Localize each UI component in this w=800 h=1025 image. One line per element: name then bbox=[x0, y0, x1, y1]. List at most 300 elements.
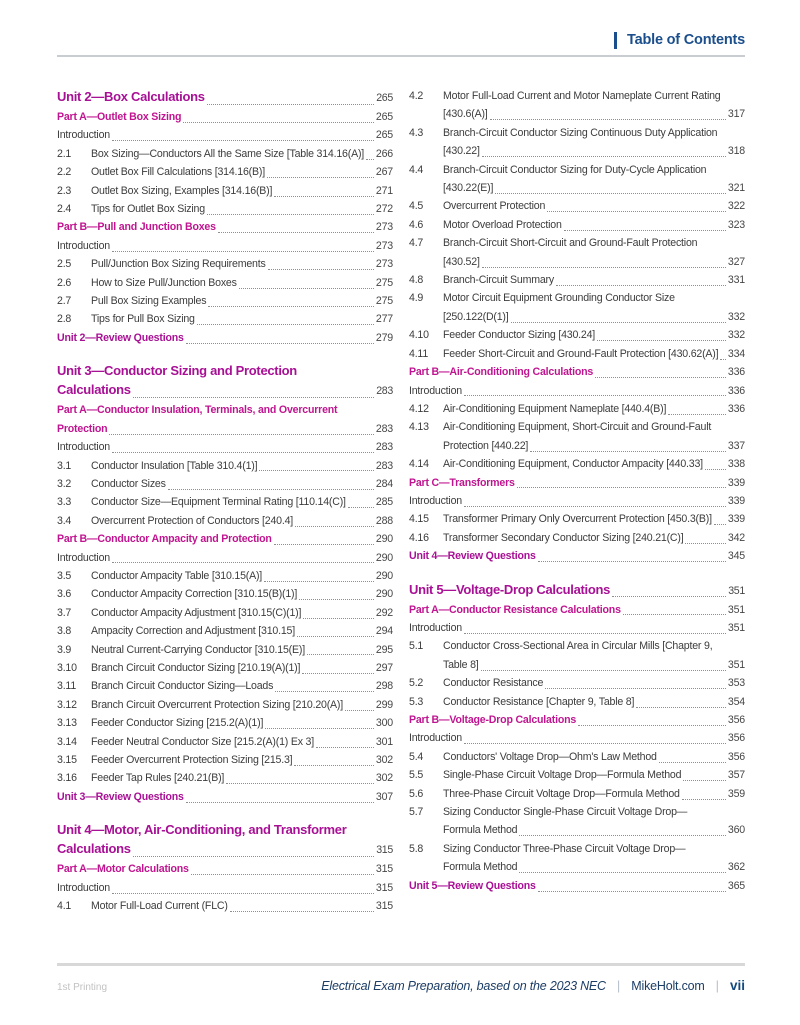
entry-text: Pull/Junction Box Sizing Requirements bbox=[91, 258, 266, 271]
page-number: 351 bbox=[727, 658, 745, 671]
toc-entry-4.11 bbox=[409, 345, 745, 363]
toc-line bbox=[57, 145, 393, 163]
page-number: 339 bbox=[727, 494, 745, 507]
footer-divider bbox=[57, 963, 745, 966]
entry-text: Unit 5—Review Questions bbox=[409, 879, 536, 892]
toc-line bbox=[409, 400, 745, 418]
entry-text: Table 8] bbox=[443, 658, 479, 671]
toc-line bbox=[57, 218, 393, 236]
toc-entry-intro bbox=[57, 549, 393, 567]
toc-entry-3.4 bbox=[57, 512, 393, 530]
footer-right-group bbox=[321, 978, 745, 993]
entry-text: [250.122(D(1)] bbox=[443, 310, 509, 323]
entry-text: Introduction bbox=[57, 129, 110, 142]
entry-text: Transformer Secondary Conductor Sizing [240.21(C)] bbox=[443, 531, 684, 544]
toc-entry-review bbox=[409, 547, 745, 565]
entry-number: 5.6 bbox=[409, 787, 424, 800]
dot-leader bbox=[275, 691, 374, 692]
entry-text: Feeder Overcurrent Protection Sizing [215.3] bbox=[91, 754, 293, 766]
toc-line bbox=[57, 163, 393, 181]
dot-leader bbox=[186, 343, 374, 344]
toc-line bbox=[409, 748, 745, 766]
entry-number: 2.1 bbox=[57, 147, 72, 160]
toc-line bbox=[409, 492, 745, 510]
entry-number: 4.5 bbox=[409, 200, 424, 213]
dot-leader bbox=[207, 104, 375, 105]
dot-leader bbox=[519, 835, 726, 836]
dot-leader bbox=[490, 119, 726, 120]
page-number: 267 bbox=[375, 166, 393, 179]
page-number: 345 bbox=[727, 550, 745, 563]
entry-number: 3.12 bbox=[57, 698, 77, 711]
page-number: 356 bbox=[727, 750, 745, 763]
toc-entry-3.6 bbox=[57, 585, 393, 603]
toc-columns bbox=[57, 87, 745, 915]
toc-entry-5.2 bbox=[409, 674, 745, 692]
entry-text: [430.6(A)] bbox=[443, 108, 488, 121]
entry-number: 5.5 bbox=[409, 769, 424, 782]
entry-text: Conductor Cross-Sectional Area in Circular Mills [Chapter 9, bbox=[443, 640, 713, 653]
toc-line bbox=[57, 255, 393, 273]
toc-line bbox=[57, 530, 393, 548]
page-number: 356 bbox=[727, 732, 745, 745]
toc-entry-intro bbox=[409, 729, 745, 747]
footer-separator: | bbox=[715, 978, 719, 993]
dot-leader bbox=[168, 489, 374, 490]
dot-leader bbox=[239, 288, 374, 289]
toc-entry-4.5 bbox=[409, 197, 745, 215]
toc-line bbox=[57, 457, 393, 475]
toc-entry-part bbox=[57, 108, 393, 126]
entry-text: Part B—Voltage-Drop Calculations bbox=[409, 714, 577, 726]
entry-text: Part A—Outlet Box Sizing bbox=[57, 111, 182, 123]
toc-line bbox=[409, 840, 745, 858]
page-number: 336 bbox=[727, 384, 745, 397]
entry-number: 3.5 bbox=[57, 569, 72, 582]
entry-text: Part C—Transformers bbox=[409, 476, 515, 489]
toc-line bbox=[57, 274, 393, 292]
entry-number: 3.6 bbox=[57, 588, 72, 601]
entry-text: Three-Phase Circuit Voltage Drop—Formula Method bbox=[443, 787, 680, 800]
dot-leader bbox=[183, 122, 374, 123]
page-number: 357 bbox=[727, 769, 745, 782]
dot-leader bbox=[481, 670, 726, 671]
entry-number: 5.8 bbox=[409, 842, 424, 855]
entry-number: 4.11 bbox=[409, 347, 429, 360]
entry-text: Part A—Conductor Insulation, Terminals, and Overcurrent bbox=[57, 404, 338, 417]
page-number: 302 bbox=[375, 772, 393, 785]
toc-entry-part bbox=[409, 363, 745, 381]
toc-line bbox=[57, 659, 393, 677]
toc-entry-3.16 bbox=[57, 769, 393, 787]
entry-text: Unit 4—Motor, Air-Conditioning, and Transformer bbox=[57, 822, 347, 838]
entry-number: 4.1 bbox=[57, 900, 72, 913]
toc-line bbox=[409, 510, 745, 528]
toc-line bbox=[409, 363, 745, 381]
entry-number: 4.10 bbox=[409, 329, 429, 342]
dot-leader bbox=[517, 487, 726, 488]
toc-entry-intro bbox=[57, 237, 393, 255]
toc-line bbox=[57, 380, 393, 401]
entry-text: Conductor Sizes bbox=[91, 477, 166, 490]
entry-number: 3.2 bbox=[57, 477, 72, 490]
entry-number: 4.13 bbox=[409, 421, 429, 434]
page-number: 354 bbox=[727, 695, 745, 708]
dot-leader bbox=[366, 159, 374, 160]
dot-leader bbox=[208, 306, 374, 307]
entry-text: Sizing Conductor Single-Phase Circuit Voltage Drop— bbox=[443, 806, 688, 819]
dot-leader bbox=[556, 285, 726, 286]
toc-line bbox=[57, 696, 393, 714]
dot-leader bbox=[538, 561, 726, 562]
dot-leader bbox=[112, 251, 374, 252]
toc-line bbox=[409, 105, 745, 123]
dot-leader bbox=[302, 673, 374, 674]
dot-leader bbox=[264, 581, 374, 582]
dot-leader bbox=[714, 524, 726, 525]
toc-entry-5.1 bbox=[409, 637, 745, 674]
toc-entry-review bbox=[57, 788, 393, 806]
toc-line bbox=[409, 656, 745, 674]
page-number: 365 bbox=[727, 879, 745, 892]
page-number: 297 bbox=[375, 661, 393, 674]
toc-entry-4.15 bbox=[409, 510, 745, 528]
page-number: 298 bbox=[375, 680, 393, 693]
page-number: 336 bbox=[727, 402, 745, 415]
toc-line bbox=[57, 182, 393, 200]
folio-page-number: vii bbox=[729, 978, 745, 993]
entry-text: Conductor Ampacity Correction [310.15(B)(1)] bbox=[91, 588, 298, 601]
dot-leader bbox=[307, 654, 374, 655]
entry-text: Conductor Size—Equipment Terminal Rating [110.14(C)] bbox=[91, 496, 346, 509]
entry-number: 3.16 bbox=[57, 772, 77, 785]
dot-leader bbox=[597, 340, 726, 341]
page-number: 265 bbox=[375, 111, 393, 123]
dot-leader bbox=[482, 156, 726, 157]
toc-entry-4.12 bbox=[409, 400, 745, 418]
entry-number: 4.4 bbox=[409, 163, 424, 176]
entry-text: Tips for Outlet Box Sizing bbox=[91, 203, 205, 216]
entry-text: [430.52] bbox=[443, 255, 480, 268]
page-number: 322 bbox=[727, 200, 745, 213]
dot-leader bbox=[112, 562, 374, 563]
entry-number: 5.1 bbox=[409, 640, 424, 653]
page-number: 265 bbox=[376, 92, 393, 104]
entry-text: Formula Method bbox=[443, 824, 518, 837]
entry-number: 2.4 bbox=[57, 203, 72, 216]
entry-text: Outlet Box Sizing, Examples [314.16(B)] bbox=[91, 184, 273, 197]
entry-text: Conductor Resistance [Chapter 9, Table 8] bbox=[443, 695, 635, 708]
toc-line bbox=[57, 549, 393, 567]
toc-entry-5.7 bbox=[409, 803, 745, 840]
entry-text: Part A—Motor Calculations bbox=[57, 863, 189, 876]
entry-number: 4.2 bbox=[409, 90, 424, 102]
dot-leader bbox=[133, 856, 375, 857]
entry-text: Air-Conditioning Equipment Nameplate [440.4(B)] bbox=[443, 402, 667, 415]
entry-text: Air-Conditioning Equipment, Conductor Ampacity [440.33] bbox=[443, 458, 703, 471]
toc-line bbox=[57, 641, 393, 659]
toc-entry-5.8 bbox=[409, 840, 745, 877]
page-number: 332 bbox=[727, 310, 745, 323]
entry-text: Single-Phase Circuit Voltage Drop—Formula Method bbox=[443, 769, 682, 782]
entry-number: 2.6 bbox=[57, 276, 72, 289]
toc-entry-intro bbox=[57, 438, 393, 456]
page-number: 266 bbox=[375, 147, 393, 160]
page-number: 356 bbox=[727, 714, 745, 726]
entry-text: Neutral Current-Carrying Conductor [310.15(E)] bbox=[91, 643, 305, 656]
entry-text: Introduction bbox=[409, 732, 462, 745]
toc-entry-4.14 bbox=[409, 455, 745, 473]
page-number: 275 bbox=[375, 295, 393, 308]
toc-line bbox=[57, 769, 393, 787]
entry-text: Box Sizing—Conductors All the Same Size [Table 314.16(A)] bbox=[91, 147, 365, 160]
entry-text: Motor Overload Protection bbox=[443, 218, 562, 231]
dot-leader bbox=[682, 799, 726, 800]
entry-text: Sizing Conductor Three-Phase Circuit Voltage Drop— bbox=[443, 842, 686, 855]
dot-leader bbox=[595, 377, 726, 378]
toc-entry-2.6 bbox=[57, 274, 393, 292]
toc-entry-review bbox=[409, 877, 745, 895]
dot-leader bbox=[109, 434, 374, 435]
page-number: 290 bbox=[375, 551, 393, 564]
page-number: 294 bbox=[375, 625, 393, 638]
toc-line bbox=[57, 237, 393, 255]
dot-leader bbox=[297, 636, 374, 637]
page-number: 301 bbox=[375, 735, 393, 748]
toc-line bbox=[57, 512, 393, 530]
entry-text: Pull Box Sizing Examples bbox=[91, 295, 207, 308]
toc-line bbox=[409, 382, 745, 400]
page-number: 362 bbox=[727, 861, 745, 874]
toc-entry-4.7 bbox=[409, 234, 745, 271]
toc-entry-part bbox=[57, 530, 393, 548]
toc-line bbox=[57, 87, 393, 108]
toc-entry-4.6 bbox=[409, 216, 745, 234]
toc-line bbox=[409, 858, 745, 876]
page-number: 342 bbox=[727, 531, 745, 544]
toc-line bbox=[57, 126, 393, 144]
page-number: 272 bbox=[375, 203, 393, 216]
toc-line bbox=[57, 733, 393, 751]
toc-entry-2.1 bbox=[57, 145, 393, 163]
dot-leader bbox=[530, 451, 726, 452]
toc-line bbox=[409, 345, 745, 363]
dot-leader bbox=[495, 193, 726, 194]
entry-number: 3.9 bbox=[57, 643, 72, 656]
dot-leader bbox=[668, 414, 726, 415]
entry-number: 4.15 bbox=[409, 513, 429, 526]
entry-text: Branch-Circuit Conductor Sizing for Duty-Cycle Application bbox=[443, 163, 707, 176]
toc-line bbox=[409, 289, 745, 307]
toc-line bbox=[57, 677, 393, 695]
entry-number: 4.16 bbox=[409, 531, 429, 544]
dot-leader bbox=[623, 614, 726, 615]
entry-text: Introduction bbox=[57, 441, 110, 454]
entry-text: Conductors' Voltage Drop—Ohm's Law Method bbox=[443, 750, 657, 763]
page-number: 331 bbox=[727, 274, 745, 287]
entry-text: Introduction bbox=[409, 494, 462, 507]
toc-entry-intro bbox=[57, 126, 393, 144]
page-footer bbox=[57, 978, 745, 993]
entry-number: 3.15 bbox=[57, 754, 77, 766]
dot-leader bbox=[294, 765, 374, 766]
dot-leader bbox=[612, 596, 726, 597]
toc-line bbox=[409, 474, 745, 492]
toc-line bbox=[57, 108, 393, 126]
entry-number: 2.7 bbox=[57, 295, 72, 308]
entry-text: Conductor Resistance bbox=[443, 677, 544, 690]
toc-line bbox=[409, 216, 745, 234]
toc-line bbox=[409, 308, 745, 326]
toc-line bbox=[57, 438, 393, 456]
entry-text: Introduction bbox=[57, 881, 110, 894]
toc-entry-4.1 bbox=[57, 897, 393, 915]
toc-entry-part bbox=[57, 218, 393, 236]
entry-text: Unit 3—Review Questions bbox=[57, 790, 184, 803]
page-number: 275 bbox=[375, 276, 393, 289]
printing-label: 1st Printing bbox=[57, 982, 108, 993]
page-number: 318 bbox=[727, 145, 745, 158]
dot-leader bbox=[267, 177, 374, 178]
toc-entry-4.4 bbox=[409, 161, 745, 198]
entry-text: Introduction bbox=[57, 239, 110, 252]
toc-column-left bbox=[57, 87, 393, 915]
entry-text: Branch Circuit Conductor Sizing [210.19(A)(1)] bbox=[91, 661, 301, 674]
page-number: 300 bbox=[375, 717, 393, 730]
entry-text: Branch-Circuit Short-Circuit and Ground-Fault Protection bbox=[443, 237, 698, 250]
toc-line bbox=[57, 751, 393, 769]
entry-text: Branch Circuit Conductor Sizing—Loads bbox=[91, 680, 274, 693]
page-number: 323 bbox=[727, 218, 745, 231]
toc-entry-5.6 bbox=[409, 785, 745, 803]
entry-text: Formula Method bbox=[443, 861, 518, 874]
page-number: 315 bbox=[375, 881, 393, 894]
dot-leader bbox=[511, 322, 726, 323]
toc-entry-unit bbox=[57, 361, 393, 401]
page-number: 315 bbox=[375, 863, 393, 876]
toc-line bbox=[57, 401, 393, 419]
page-number: 359 bbox=[727, 787, 745, 800]
toc-entry-5.4 bbox=[409, 748, 745, 766]
entry-text: Tips for Pull Box Sizing bbox=[91, 313, 195, 326]
toc-line bbox=[409, 455, 745, 473]
dot-leader bbox=[299, 599, 374, 600]
page-number: 265 bbox=[375, 129, 393, 142]
page-header bbox=[57, 30, 745, 50]
entry-text: Protection bbox=[57, 422, 108, 435]
toc-entry-4.3 bbox=[409, 124, 745, 161]
entry-text: Part B—Air-Conditioning Calculations bbox=[409, 366, 594, 379]
entry-text: Unit 2—Review Questions bbox=[57, 331, 184, 344]
page-number: 317 bbox=[727, 108, 745, 121]
entry-number: 5.7 bbox=[409, 806, 424, 819]
page-number: 351 bbox=[727, 603, 745, 616]
toc-entry-part bbox=[57, 860, 393, 878]
entry-number: 3.11 bbox=[57, 680, 77, 693]
toc-line bbox=[409, 271, 745, 289]
entry-text: Motor Full-Load Current and Motor Nameplate Current Rating bbox=[443, 90, 721, 102]
dot-leader bbox=[230, 911, 374, 912]
entry-text: Branch-Circuit Conductor Sizing Continuous Duty Application bbox=[443, 126, 718, 139]
dot-leader bbox=[519, 872, 726, 873]
entry-number: 4.8 bbox=[409, 274, 424, 287]
toc-entry-4.8 bbox=[409, 271, 745, 289]
entry-text: Part A—Conductor Resistance Calculations bbox=[409, 603, 621, 616]
toc-line bbox=[409, 547, 745, 565]
entry-text: Feeder Conductor Sizing [430.24] bbox=[443, 329, 596, 342]
toc-line bbox=[57, 329, 393, 347]
page-number: 321 bbox=[727, 182, 745, 195]
page-number: 290 bbox=[375, 533, 393, 546]
entry-text: [430.22(E)] bbox=[443, 182, 494, 195]
entry-number: 3.13 bbox=[57, 717, 77, 730]
entry-text: Introduction bbox=[57, 551, 110, 564]
toc-line bbox=[409, 124, 745, 142]
page-title: Table of Contents bbox=[627, 32, 745, 48]
entry-number: 5.2 bbox=[409, 677, 424, 690]
page-number: 271 bbox=[375, 184, 393, 197]
entry-number: 5.3 bbox=[409, 695, 424, 708]
page-number: 334 bbox=[727, 347, 745, 360]
toc-line bbox=[409, 418, 745, 436]
entry-text: Unit 3—Conductor Sizing and Protection bbox=[57, 363, 297, 379]
dot-leader bbox=[464, 633, 726, 634]
toc-entry-5.3 bbox=[409, 693, 745, 711]
toc-line bbox=[409, 580, 745, 601]
toc-entry-2.2 bbox=[57, 163, 393, 181]
toc-line bbox=[57, 585, 393, 603]
entry-text: Conductor Ampacity Table [310.15(A)] bbox=[91, 569, 263, 582]
toc-entry-3.3 bbox=[57, 493, 393, 511]
dot-leader bbox=[303, 618, 374, 619]
dot-leader bbox=[133, 397, 375, 398]
toc-entry-4.13 bbox=[409, 418, 745, 455]
entry-number: 4.3 bbox=[409, 126, 424, 139]
dot-leader bbox=[685, 543, 725, 544]
toc-entry-3.5 bbox=[57, 567, 393, 585]
toc-line bbox=[409, 674, 745, 692]
entry-text: Unit 4—Review Questions bbox=[409, 550, 536, 563]
toc-entry-5.5 bbox=[409, 766, 745, 784]
toc-entry-2.5 bbox=[57, 255, 393, 273]
toc-entry-2.4 bbox=[57, 200, 393, 218]
toc-entry-3.11 bbox=[57, 677, 393, 695]
entry-text: Feeder Neutral Conductor Size [215.2(A)(1) Ex 3] bbox=[91, 735, 314, 748]
dot-leader bbox=[464, 395, 726, 396]
page-number: 337 bbox=[727, 439, 745, 452]
toc-entry-4.9 bbox=[409, 289, 745, 326]
toc-line bbox=[409, 142, 745, 160]
dot-leader bbox=[112, 893, 374, 894]
dot-leader bbox=[538, 891, 726, 892]
toc-entry-4.2 bbox=[409, 87, 745, 124]
entry-text: Motor Full-Load Current (FLC) bbox=[91, 900, 228, 913]
entry-number: 3.14 bbox=[57, 735, 77, 748]
toc-entry-part bbox=[409, 601, 745, 619]
toc-line bbox=[409, 253, 745, 271]
entry-text: Overcurrent Protection bbox=[443, 200, 546, 213]
toc-line bbox=[57, 860, 393, 878]
page-number: 336 bbox=[727, 366, 745, 379]
dot-leader bbox=[274, 544, 374, 545]
toc-line bbox=[409, 197, 745, 215]
entry-number: 3.3 bbox=[57, 496, 72, 509]
toc-line bbox=[409, 711, 745, 729]
page-number: 338 bbox=[727, 458, 745, 471]
dot-leader bbox=[226, 783, 374, 784]
entry-text: Introduction bbox=[409, 384, 462, 397]
dot-leader bbox=[464, 743, 726, 744]
